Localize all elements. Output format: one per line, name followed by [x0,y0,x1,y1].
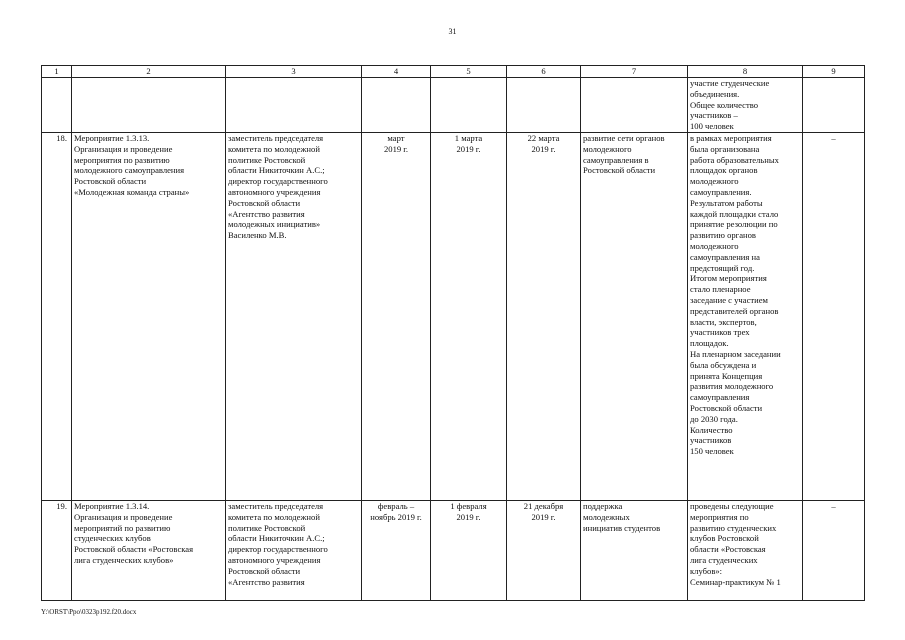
problems: – [803,132,865,500]
start-date: 1 февраля 2019 г. [431,500,507,600]
start-date [431,78,507,133]
report-table [41,65,865,601]
responsible-person: заместитель председателя комитета по молодежной политике Ростовской области Никиточкин А.С.; директор государственного автономного учреждения Ростовской области «Агентство развития [226,500,362,600]
start-date: 1 марта 2019 г. [431,132,507,500]
achieved-result: участие студенческие объединения. Общее количество участников – 100 человек [688,78,803,133]
column-number: 9 [803,66,865,78]
event-name: Мероприятие 1.3.13. Организация и проведение мероприятия по развитию молодежного самоуправления Ростовской области «Молодежная команда страны» [72,132,226,500]
expected-result: поддержка молодежных инициатив студентов [581,500,688,600]
row-number [42,78,72,133]
row-number: 19. [42,500,72,600]
footer-file-path: Y:\ORST\Ppo\0323p192.f20.docx [41,608,137,616]
column-number: 4 [362,66,431,78]
column-number: 7 [581,66,688,78]
row-number: 18. [42,132,72,500]
table-row-18 [42,132,865,500]
column-number: 5 [431,66,507,78]
page-number: 31 [448,27,457,36]
column-number: 6 [507,66,581,78]
column-number: 3 [226,66,362,78]
column-number: 2 [72,66,226,78]
responsible-person: заместитель председателя комитета по молодежной политике Ростовской области Никиточкин А.С.; директор государственного автономного учреждения Ростовской области «Агентство развития молодежных инициатив» Василенко М.В. [226,132,362,500]
column-number: 8 [688,66,803,78]
expected-result [581,78,688,133]
end-date: 21 декабря 2019 г. [507,500,581,600]
achieved-result: проведены следующие мероприятия по развитию студенческих клубов Ростовской области «Ростовская лига студенческих клубов»: Семинар-практикум № 1 [688,500,803,600]
event-name [72,78,226,133]
end-date [507,78,581,133]
planned-period: март 2019 г. [362,132,431,500]
achieved-result: в рамках мероприятия была организована работа образовательных площадок органов молодежного самоуправления. Результатом работы каждой площадки стало принятие резолюции по развитию органов молодежного самоуправления на предстоящий год. Итогом мероприятия стало пленарное заседание с участием представителей органов власти, экспертов, участников трех площадок. На пленарном заседании была обсуждена и принята Концепция развития молодежного самоуправления Ростовской области до 2030 года. Количество участников 150 человек [688,132,803,500]
problems [803,78,865,133]
column-number-header-row [42,66,865,78]
end-date: 22 марта 2019 г. [507,132,581,500]
table-row-19 [42,500,865,600]
planned-period [362,78,431,133]
column-number: 1 [42,66,72,78]
problems: – [803,500,865,600]
expected-result: развитие сети органов молодежного самоуправления в Ростовской области [581,132,688,500]
table-row-continuation [42,78,865,133]
planned-period: февраль – ноябрь 2019 г. [362,500,431,600]
event-name: Мероприятие 1.3.14. Организация и проведение мероприятий по развитию студенческих клубов Ростовской области «Ростовская лига студенческих клубов» [72,500,226,600]
responsible-person [226,78,362,133]
